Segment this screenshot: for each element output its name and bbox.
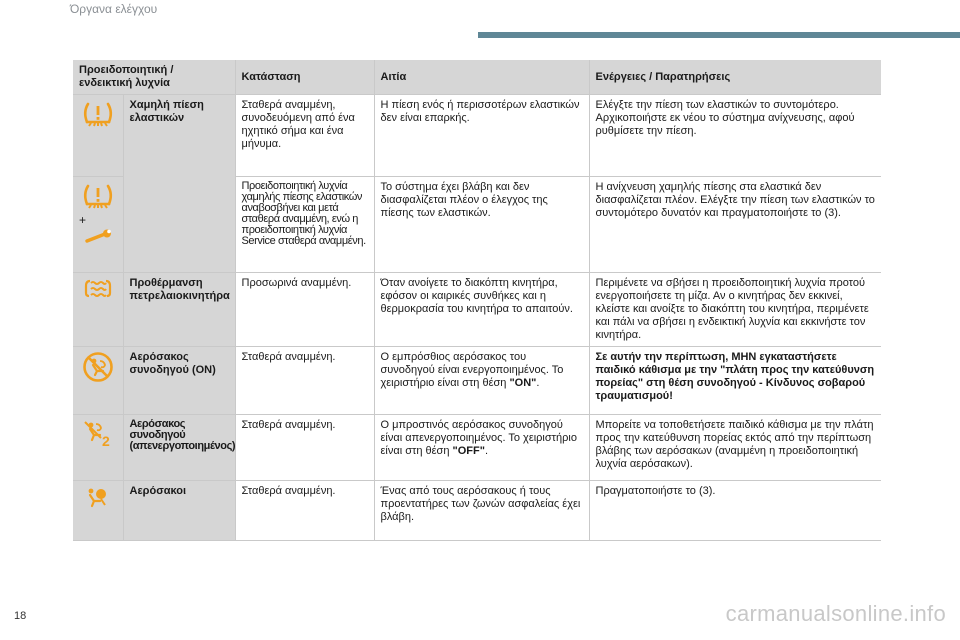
actions-text: Η ανίχνευση χαμηλής πίεσης στα ελαστικά δεν διασφαλίζεται πλέον. Ελέγξτε την πίεση των ελαστικών το συντομότερο δυνατόν και πραγματοποιήστε το (3). — [589, 177, 881, 273]
cause-text: Ένας από τους αερόσακους ή τους προεντατήρες των ζωνών ασφαλείας έχει βλάβη. — [374, 481, 589, 541]
state-text: Σταθερά αναμμένη. — [235, 481, 374, 541]
table-header-row — [73, 60, 881, 95]
lamp-name: Προθέρμανση πετρελαιοκινητήρα — [123, 273, 235, 347]
tire-pressure-warning-icon — [73, 95, 123, 177]
actions-text: Περιμένετε να σβήσει η προειδοποιητική λυχνία προτού ενεργοποιήσετε τη μίζα. Αν ο κινητήρας δεν εκκινεί, κλείστε και ανοίξτε το διακόπτη του κινητήρα, περιμένετε και πάλι να σβήσει η ενδεικτική λυχνία και εκκινήστε τον κινητήρα. — [589, 273, 881, 347]
table-row — [73, 95, 881, 177]
actions-text: Πραγματοποιήστε το (3). — [589, 481, 881, 541]
actions-text: Σε αυτήν την περίπτωση, ΜΗΝ εγκαταστήσετε παιδικό κάθισμα με την "πλάτη προς την κατεύθυνση πορείας" στη θέση συνοδηγού - Κίνδυνος σοβαρού τραυματισμού! — [589, 347, 881, 415]
cause-text: Ο μπροστινός αερόσακος συνοδηγού είναι απενεργοποιημένος. Το χειριστήριο είναι στη θέση "OFF". — [374, 415, 589, 481]
lamp-name: Αερόσακος συνοδηγού (ON) — [123, 347, 235, 415]
cause-text: Η πίεση ενός ή περισσοτέρων ελαστικών δεν είναι επαρκής. — [374, 95, 589, 177]
plus-sign: + — [79, 213, 87, 227]
watermark: carmanualsonline.info — [725, 601, 946, 626]
lamp-name: Αερόσακοι — [123, 481, 235, 541]
page-number: 18 — [14, 610, 27, 622]
state-text: Σταθερά αναμμένη. — [235, 415, 374, 481]
actions-text: Ελέγξτε την πίεση των ελαστικών το συντομότερο. Αρχικοποιήστε εκ νέου το σύστημα ανίχνευσης, αφού ρυθμίσετε την πίεση. — [589, 95, 881, 177]
column-header-lamp: Προειδοποιητική / ενδεικτική λυχνία — [73, 60, 235, 95]
wrench-icon — [83, 229, 113, 245]
cause-text: Το σύστημα έχει βλάβη και δεν διασφαλίζεται πλέον ο έλεγχος της πίεσης των ελαστικών. — [374, 177, 589, 273]
state-text: Προειδοποιητική λυχνία χαμηλής πίεσης ελαστικών αναβοσβήνει και μετά σταθερά αναμμένη, ενώ η προειδοποιητική λυχνία Service σταθερά αναμμένη. — [235, 177, 374, 273]
state-text: Προσωρινά αναμμένη. — [235, 273, 374, 347]
lamp-name: Αερόσακος συνοδηγού (απενεργοποιημένος) — [123, 415, 235, 481]
header-accent-bar — [478, 32, 960, 38]
table-row — [73, 273, 881, 347]
actions-text: Μπορείτε να τοποθετήσετε παιδικό κάθισμα με την πλάτη προς την κατεύθυνση πορείας εκτός από την περίπτωση βλάβης των αερόσακων (αναμμένη η προειδοποιητική λυχνία αερόσακων). — [589, 415, 881, 481]
control-position-on: "ON" — [509, 377, 537, 389]
column-header-state: Κατάσταση — [235, 60, 374, 95]
tire-pressure-service-icon — [73, 177, 123, 273]
control-position-off: "OFF" — [452, 445, 485, 457]
column-header-cause: Αιτία — [374, 60, 589, 95]
lamp-name: Χαμηλή πίεση ελαστικών — [123, 95, 235, 273]
airbag-fault-icon — [73, 481, 123, 541]
svg-text:2: 2 — [101, 433, 110, 447]
table-row — [73, 347, 881, 415]
cause-text: Ο εμπρόσθιος αερόσακος του συνοδηγού είναι ενεργοποιημένος. Το χειριστήριο είναι στη θέση "ON". — [374, 347, 589, 415]
table-row — [73, 481, 881, 541]
section-title: Όργανα ελέγχου — [70, 2, 158, 16]
passenger-airbag-off-icon — [73, 415, 123, 481]
table-row — [73, 415, 881, 481]
state-text: Σταθερά αναμμένη, συνοδευόμενη από ένα ηχητικό σήμα και ένα μήνυμα. — [235, 95, 374, 177]
cause-text: Όταν ανοίγετε το διακόπτη κινητήρα, εφόσον οι καιρικές συνθήκες και η θερμοκρασία του κινητήρα το απαιτούν. — [374, 273, 589, 347]
column-header-actions: Ενέργειες / Παρατηρήσεις — [589, 60, 881, 95]
warning-lamps-table — [73, 60, 881, 541]
state-text: Σταθερά αναμμένη. — [235, 347, 374, 415]
glow-plug-icon — [73, 273, 123, 347]
passenger-airbag-on-icon — [73, 347, 123, 415]
